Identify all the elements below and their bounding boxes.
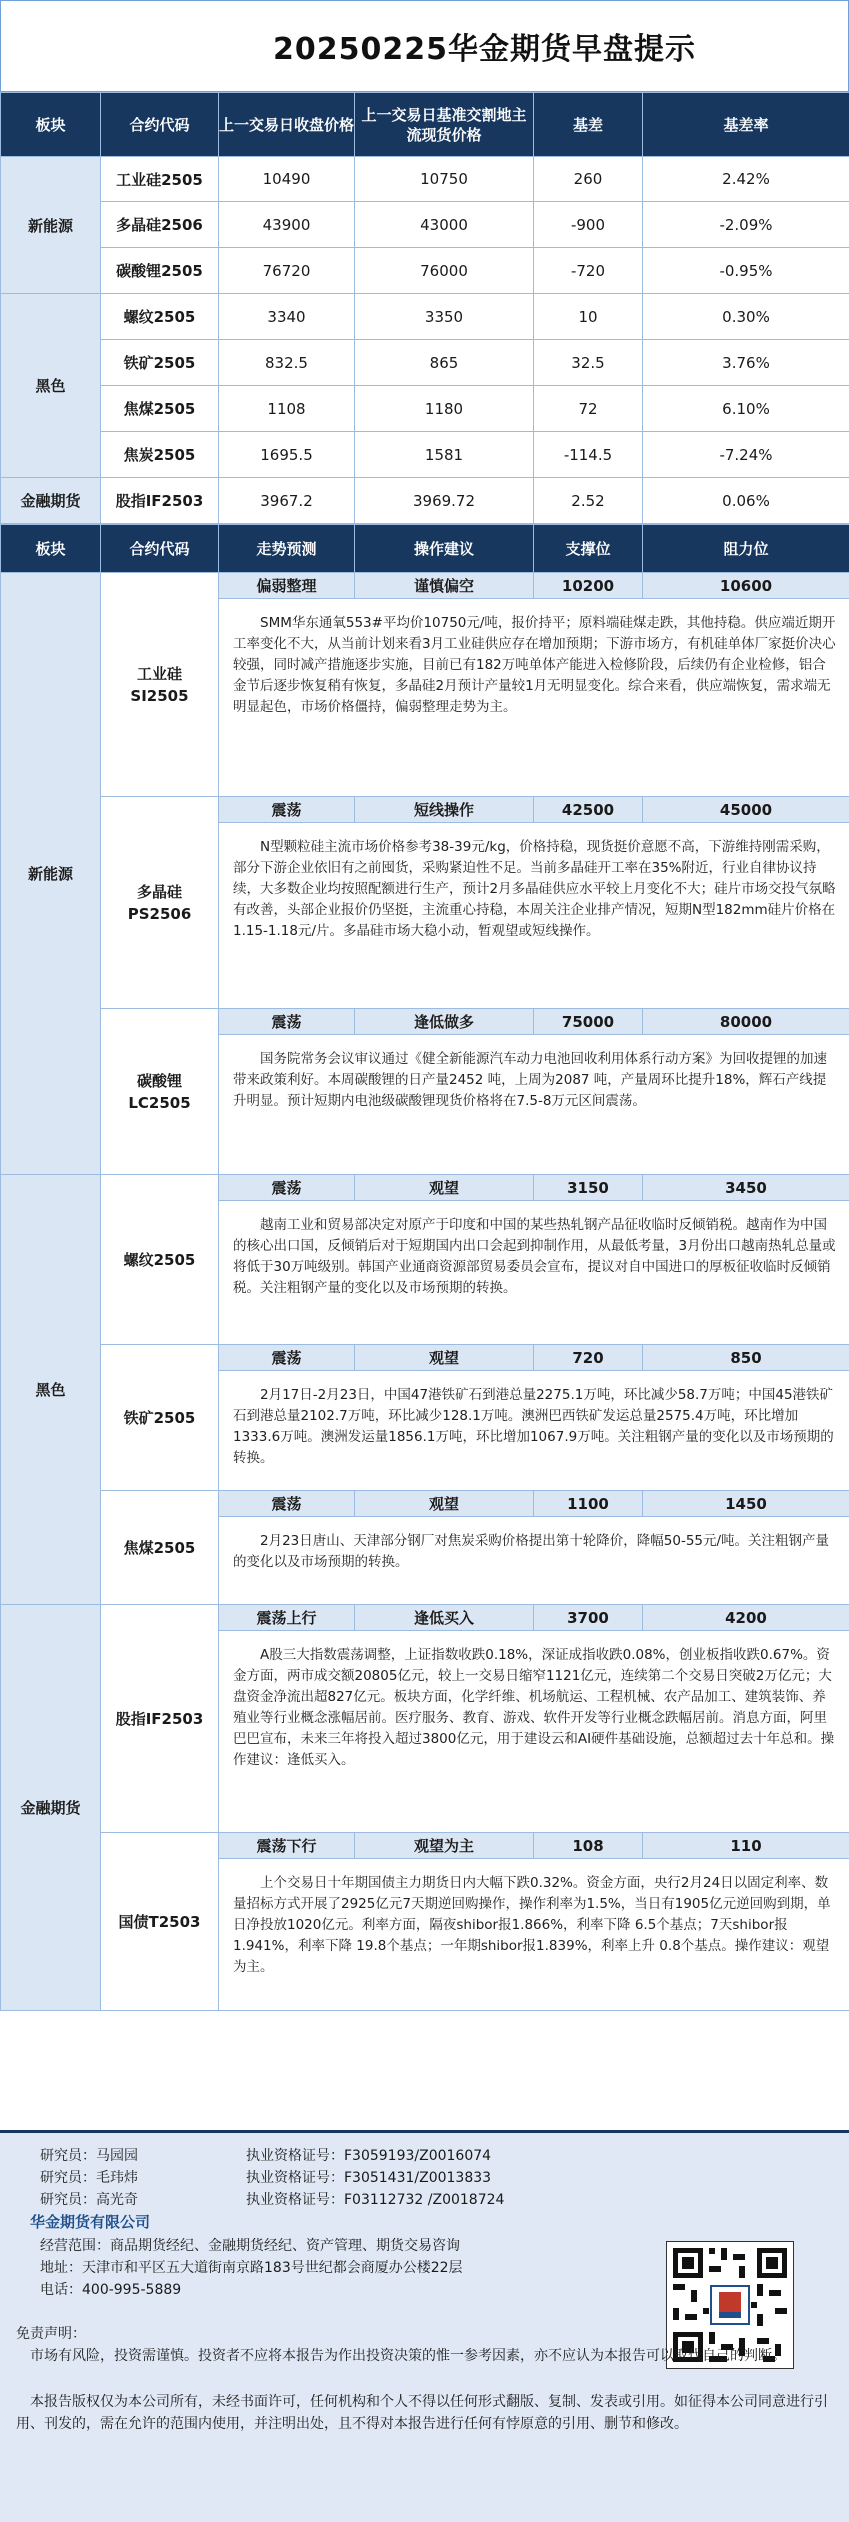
spot-price: 1581 (355, 432, 534, 478)
analysis-text: SMM华东通氧553#平均价10750元/吨，报价持平；原料端硅煤走跌，其他持稳。供应端近期开工率变化不大，从当前计划来看3月工业硅供应存在增加预期；下游市场方，有机硅单体厂家挺价决心较强，同时减产措施逐步实施，目前已有182万吨单体产能进入检修阶段，后续仍有企业检修，铝合金节后逐步恢复稍有恢复，多晶硅2月预计产量较1月无明显变化。综合来看，供应端恢复，需求端无明显起色，市场价格僵持，偏弱整理走势为主。 (219, 599, 849, 797)
header-support: 支撑位 (534, 525, 643, 573)
basis-value: 260 (534, 157, 643, 202)
header-code: 合约代码 (101, 525, 219, 573)
title-bar (0, 0, 849, 92)
contract-code: 股指IF2503 (101, 1605, 219, 1833)
forecast-row (1, 573, 849, 599)
sector-cell: 黑色 (1, 1175, 101, 1605)
trend-forecast: 偏弱整理 (219, 573, 355, 599)
analysis-text: 2月17日-2月23日，中国47港铁矿石到港总量2275.1万吨，环比减少58.7万吨；中国45港铁矿石到港总量2102.7万吨，环比减少128.1万吨。澳洲巴西铁矿发运总量2575.4万吨，环比增加1333.6万吨。澳洲发运量1856.1万吨，环比增加1067.9万吨。关注粗钢产量的变化以及市场预期的转换。 (219, 1371, 849, 1491)
basis-rate: -2.09% (643, 202, 849, 248)
table-row (1, 248, 849, 294)
operation-advice: 观望为主 (355, 1833, 534, 1859)
header-sector: 板块 (1, 93, 101, 157)
contract-code: 多晶硅2506 (101, 202, 219, 248)
footer (0, 2130, 849, 2522)
analysis-text: 上个交易日十年期国债主力期货日内大幅下跌0.32%。资金方面，央行2月24日以固定利率、数量招标方式开展了2925亿元7天期逆回购操作，操作利率为1.5%，当日有1905亿元逆回购到期，单日净投放1020亿元。利率方面，隔夜shibor报1.866%，利率下降 6.5个基点；7天shibor报1.941%，利率下降 19.8个基点；一年期shibor报1.839%，利率上升 0.8个基点。操作建议：观望为主。 (219, 1859, 849, 2011)
basis-value: 10 (534, 294, 643, 340)
contract-code: 国债T2503 (101, 1833, 219, 2011)
header-advice: 操作建议 (355, 525, 534, 573)
resistance-level: 850 (643, 1345, 849, 1371)
contract-symbol: PS2506 (127, 904, 192, 923)
contract-name: 工业硅 (136, 664, 182, 683)
basis-rate: 6.10% (643, 386, 849, 432)
basis-value: -114.5 (534, 432, 643, 478)
contract-symbol: SI2505 (130, 686, 189, 705)
analysis-text: 越南工业和贸易部决定对原产于印度和中国的某些热轧钢产品征收临时反倾销税。越南作为中国的核心出口国，反倾销后对于短期国内出口会起到抑制作用，从最低考量，3月份出口越南热轧总量或将低于30万吨级别。韩国产业通商资源部贸易委员会宣布，提议对自中国进口的厚板征收临时反倾销税。关注粗钢产量的变化以及市场预期的转换。 (219, 1201, 849, 1345)
trend-forecast: 震荡 (219, 1009, 355, 1035)
table-row (1, 294, 849, 340)
header-trend: 走势预测 (219, 525, 355, 573)
contract-code (101, 1009, 219, 1175)
trend-forecast: 震荡 (219, 1491, 355, 1517)
forecast-row (1, 797, 849, 823)
resistance-level: 1450 (643, 1491, 849, 1517)
support-level: 1100 (534, 1491, 643, 1517)
disclaimer-risk: 市场有风险，投资需谨慎。投资者不应将本报告为作出投资决策的惟一参考因素，亦不应认为本报告可以取代自己的判断。 (30, 2348, 786, 2364)
basis-rate: -0.95% (643, 248, 849, 294)
header-sector: 板块 (1, 525, 101, 573)
close-price: 1695.5 (219, 432, 355, 478)
header-spot: 上一交易日基准交割地主流现货价格 (355, 93, 534, 157)
spot-price: 10750 (355, 157, 534, 202)
header-close: 上一交易日收盘价格 (219, 93, 355, 157)
close-price: 76720 (219, 248, 355, 294)
sector-cell: 金融期货 (1, 478, 101, 524)
contract-code (101, 797, 219, 1009)
contract-code: 螺纹2505 (101, 1175, 219, 1345)
trend-forecast: 震荡下行 (219, 1833, 355, 1859)
business-scope: 经营范围：商品期货经纪、金融期货经纪、资产管理、期货交易咨询 (40, 2238, 460, 2254)
researcher-2: 研究员：毛玮炜 (40, 2170, 138, 2186)
header-basis: 基差 (534, 93, 643, 157)
operation-advice: 观望 (355, 1491, 534, 1517)
contract-code: 工业硅2505 (101, 157, 219, 202)
basis-rate: 2.42% (643, 157, 849, 202)
outlook-table (0, 524, 849, 2011)
company-phone: 电话：400-995-5889 (40, 2282, 182, 2298)
company-address: 地址：天津市和平区五大道街南京路183号世纪都会商厦办公楼22层 (40, 2260, 463, 2276)
researcher-1: 研究员：马园园 (40, 2148, 138, 2164)
spot-price: 865 (355, 340, 534, 386)
researcher-3: 研究员：高光奇 (40, 2192, 138, 2208)
contract-name: 多晶硅 (136, 882, 182, 901)
resistance-level: 45000 (643, 797, 849, 823)
sector-cell: 金融期货 (1, 1605, 101, 2011)
trend-forecast: 震荡 (219, 1175, 355, 1201)
support-level: 3150 (534, 1175, 643, 1201)
forecast-row (1, 1009, 849, 1035)
close-price: 1108 (219, 386, 355, 432)
basis-value: 72 (534, 386, 643, 432)
close-price: 832.5 (219, 340, 355, 386)
forecast-row (1, 1833, 849, 1859)
analysis-text: 国务院常务会议审议通过《健全新能源汽车动力电池回收利用体系行动方案》为回收提锂的加速带来政策利好。本周碳酸锂的日产量2452 吨，上周为2087 吨，产量周环比提升18%，辉石产线提升明显。预计短期内电池级碳酸锂现货价格将在7.5-8万元区间震荡。 (219, 1035, 849, 1175)
resistance-level: 3450 (643, 1175, 849, 1201)
analysis-text: A股三大指数震荡调整，上证指数收跌0.18%，深证成指收跌0.08%，创业板指收跌0.67%。资金方面，两市成交额20805亿元，较上一交易日缩窄1121亿元，连续第二个交易日突破2万亿元；大盘资金净流出超827亿元。板块方面，化学纤维、机场航运、工程机械、农产品加工、建筑装饰、养殖业等行业概念涨幅居前。医疗服务、教育、游戏、软件开发等行业概念跌幅居前。消息方面，阿里巴巴宣布，未来三年将投入超过3800亿元，用于建设云和AI硬件基础设施，总额超过去十年总和。操作建议：逢低买入。 (219, 1631, 849, 1833)
disclaimer-title: 免责声明： (16, 2326, 86, 2342)
researcher-3-license: 执业资格证号：F03112732 /Z0018724 (246, 2192, 505, 2208)
trend-forecast: 震荡 (219, 1345, 355, 1371)
basis-value: -720 (534, 248, 643, 294)
operation-advice: 逢低做多 (355, 1009, 534, 1035)
trend-forecast: 震荡上行 (219, 1605, 355, 1631)
resistance-level: 4200 (643, 1605, 849, 1631)
operation-advice: 观望 (355, 1345, 534, 1371)
support-level: 108 (534, 1833, 643, 1859)
forecast-row (1, 1345, 849, 1371)
resistance-level: 110 (643, 1833, 849, 1859)
sector-cell: 新能源 (1, 573, 101, 1175)
table-row (1, 478, 849, 524)
support-level: 720 (534, 1345, 643, 1371)
spot-price: 43000 (355, 202, 534, 248)
contract-code: 碳酸锂2505 (101, 248, 219, 294)
spot-price: 76000 (355, 248, 534, 294)
spot-price: 3350 (355, 294, 534, 340)
contract-code (101, 573, 219, 797)
basis-rate: 3.76% (643, 340, 849, 386)
close-price: 43900 (219, 202, 355, 248)
support-level: 10200 (534, 573, 643, 599)
basis-value: 32.5 (534, 340, 643, 386)
basis-value: 2.52 (534, 478, 643, 524)
close-price: 10490 (219, 157, 355, 202)
contract-code: 铁矿2505 (101, 1345, 219, 1491)
contract-name: 碳酸锂 (136, 1071, 182, 1090)
basis-value: -900 (534, 202, 643, 248)
contract-code: 螺纹2505 (101, 294, 219, 340)
forecast-row (1, 1605, 849, 1631)
basis-rate: 0.06% (643, 478, 849, 524)
header-resistance: 阻力位 (643, 525, 849, 573)
page-title: 20250225华金期货早盘提示 (273, 32, 696, 67)
researcher-1-license: 执业资格证号：F3059193/Z0016074 (246, 2148, 492, 2164)
table-row (1, 157, 849, 202)
contract-code: 铁矿2505 (101, 340, 219, 386)
support-level: 75000 (534, 1009, 643, 1035)
operation-advice: 谨慎偏空 (355, 573, 534, 599)
spot-price: 1180 (355, 386, 534, 432)
forecast-row (1, 1491, 849, 1517)
header-code: 合约代码 (101, 93, 219, 157)
basis-header-row (1, 93, 849, 157)
contract-code: 焦煤2505 (101, 386, 219, 432)
resistance-level: 10600 (643, 573, 849, 599)
support-level: 3700 (534, 1605, 643, 1631)
basis-rate: -7.24% (643, 432, 849, 478)
contract-code: 焦煤2505 (101, 1491, 219, 1605)
contract-code: 焦炭2505 (101, 432, 219, 478)
table-row (1, 386, 849, 432)
trend-forecast: 震荡 (219, 797, 355, 823)
operation-advice: 观望 (355, 1175, 534, 1201)
table-row (1, 340, 849, 386)
spot-price: 3969.72 (355, 478, 534, 524)
outlook-header-row (1, 525, 849, 573)
operation-advice: 逢低买入 (355, 1605, 534, 1631)
company-name: 华金期货有限公司 (30, 2213, 151, 2231)
operation-advice: 短线操作 (355, 797, 534, 823)
table-row (1, 202, 849, 248)
close-price: 3340 (219, 294, 355, 340)
forecast-row (1, 1175, 849, 1201)
header-rate: 基差率 (643, 93, 849, 157)
contract-code: 股指IF2503 (101, 478, 219, 524)
support-level: 42500 (534, 797, 643, 823)
basis-rate: 0.30% (643, 294, 849, 340)
close-price: 3967.2 (219, 478, 355, 524)
disclaimer-copyright: 本报告版权仅为本公司所有，未经书面许可，任何机构和个人不得以任何形式翻版、复制、发表或引用。如征得本公司同意进行引用、刊发的，需在允许的范围内使用，并注明出处，且不得对本报告进行任何有悖原意的引用、删节和修改。 (16, 2394, 828, 2432)
sector-cell: 新能源 (1, 157, 101, 294)
researcher-2-license: 执业资格证号：F3051431/Z0013833 (246, 2170, 492, 2186)
table-row (1, 432, 849, 478)
analysis-text: 2月23日唐山、天津部分钢厂对焦炭采购价格提出第十轮降价，降幅50-55元/吨。关注粗钢产量的变化以及市场预期的转换。 (219, 1517, 849, 1605)
contract-symbol: LC2505 (128, 1093, 191, 1112)
analysis-text: N型颗粒硅主流市场价格参考38-39元/kg，价格持稳，现货挺价意愿不高，下游维持刚需采购，部分下游企业依旧有之前囤货，采购紧迫性不足。当前多晶硅开工率在35%附近，行业自律协议持续，大多数企业均按照配额进行生产，预计2月多晶硅供应水平较上月变化不大；硅片市场交投气氛略有改善，头部企业报价仍坚挺，主流重心持稳，本周关注企业排产情况，短期N型182mm硅片价格在1.15-1.18元/片。多晶硅市场大稳小动，暂观望或短线操作。 (219, 823, 849, 1009)
sector-cell: 黑色 (1, 294, 101, 478)
basis-table (0, 92, 849, 524)
resistance-level: 80000 (643, 1009, 849, 1035)
